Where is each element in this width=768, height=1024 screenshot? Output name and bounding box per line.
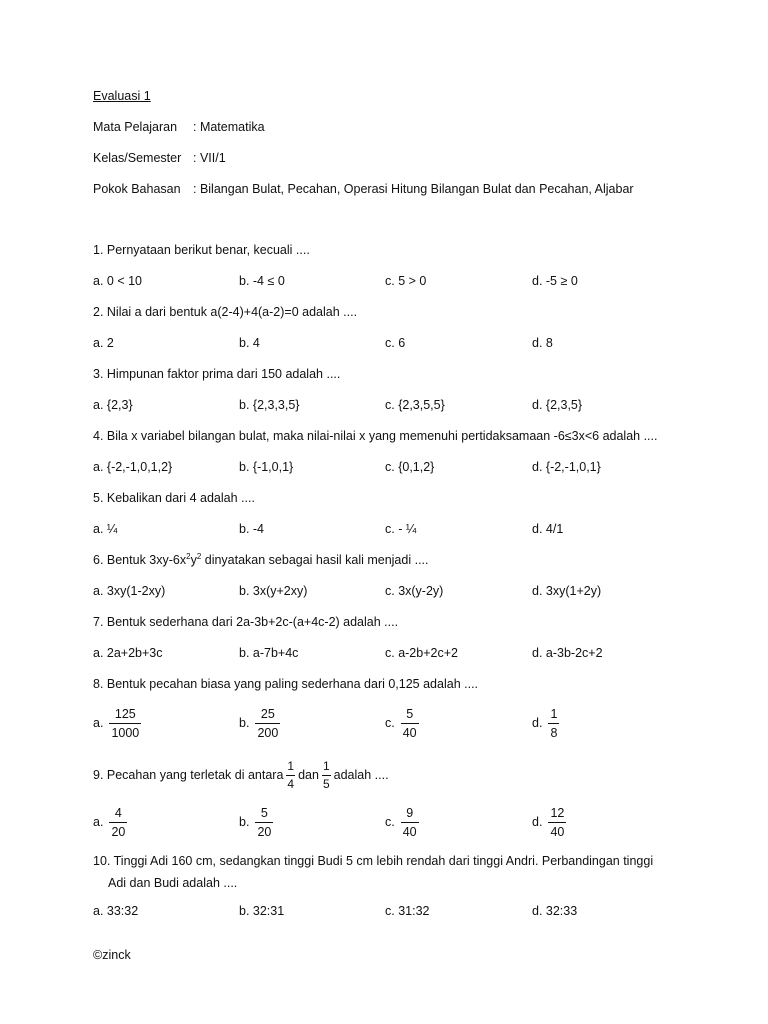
option-letter: c.: [385, 716, 395, 730]
option-letter: d.: [532, 815, 543, 829]
option-letter: a.: [93, 716, 104, 730]
fraction: [401, 806, 419, 839]
option-c: [385, 802, 419, 842]
options-7: [93, 645, 753, 661]
numerator: 4: [114, 805, 122, 820]
question-10-line2: Adi dan Budi adalah ....: [108, 876, 238, 890]
question-6: [93, 552, 428, 568]
numerator: 5: [260, 805, 268, 820]
meta-value: : Bilangan Bulat, Pecahan, Operasi Hitung Bilangan Bulat dan Pecahan, Aljabar: [193, 182, 634, 196]
option-c: c. - ¼: [385, 522, 417, 536]
denominator: 1000: [109, 723, 141, 740]
denominator: 40: [401, 822, 419, 839]
option-letter: c.: [385, 815, 395, 829]
question-2: 2. Nilai a dari bentuk a(2-4)+4(a-2)=0 adalah ....: [93, 305, 358, 319]
option-a: [93, 802, 127, 842]
numerator: 5: [406, 706, 414, 721]
options-9: [93, 802, 753, 842]
denominator: 8: [548, 723, 559, 740]
denominator: 200: [255, 723, 280, 740]
option-d: [532, 703, 559, 743]
numerator: 1: [287, 759, 295, 774]
fraction: [109, 806, 127, 839]
fraction: [322, 760, 331, 791]
numerator: 12: [550, 805, 565, 820]
question-10-line1: 10. Tinggi Adi 160 cm, sedangkan tinggi Budi 5 cm lebih rendah dari tinggi Andri. Perbandingan tinggi: [93, 854, 654, 868]
meta-label: Kelas/Semester: [93, 151, 182, 165]
fraction: [286, 760, 295, 791]
option-a: a. {2,3}: [93, 398, 133, 412]
option-b: b. 32:31: [239, 904, 285, 918]
option-b: b. a-7b+4c: [239, 646, 299, 660]
option-d: d. 8: [532, 336, 553, 350]
option-c: c. a-2b+2c+2: [385, 646, 458, 660]
numerator: 1: [550, 706, 558, 721]
meta-value: : VII/1: [193, 151, 226, 165]
question-7: 7. Bentuk sederhana dari 2a-3b+2c-(a+4c-2) adalah ....: [93, 615, 399, 629]
option-d: d. {-2,-1,0,1}: [532, 460, 601, 474]
option-d: d. {2,3,5}: [532, 398, 583, 412]
numerator: 25: [260, 706, 275, 721]
meta-label: Mata Pelajaran: [93, 120, 178, 134]
option-d: d. 3xy(1+2y): [532, 584, 602, 598]
question-8: 8. Bentuk pecahan biasa yang paling sederhana dari 0,125 adalah ....: [93, 677, 479, 691]
denominator: 5: [322, 777, 330, 792]
option-b: b. 4: [239, 336, 260, 350]
question-text: dinyatakan sebagai hasil kali menjadi ....: [201, 553, 429, 567]
option-letter: d.: [532, 716, 543, 730]
option-a: a. 3xy(1-2xy): [93, 584, 166, 598]
question-text: adalah ....: [333, 768, 389, 782]
numerator: 125: [114, 706, 136, 721]
option-a: a. {-2,-1,0,1,2}: [93, 460, 173, 474]
superscript: 2: [196, 551, 202, 561]
option-d: d. 4/1: [532, 522, 564, 536]
question-4: 4. Bila x variabel bilangan bulat, maka nilai-nilai x yang memenuhi pertidaksamaan -6≤3x<6 adalah ....: [93, 429, 658, 443]
option-letter: a.: [93, 815, 104, 829]
meta-value: : Matematika: [193, 120, 265, 134]
options-3: [93, 397, 753, 413]
option-b: b. 3x(y+2xy): [239, 584, 308, 598]
denominator: 40: [548, 822, 566, 839]
option-d: d. 32:33: [532, 904, 578, 918]
options-2: [93, 335, 753, 351]
fraction: [401, 707, 419, 740]
option-c: c. {0,1,2}: [385, 460, 435, 474]
denominator: 20: [255, 822, 273, 839]
option-a: a. 2: [93, 336, 114, 350]
denominator: 40: [401, 723, 419, 740]
option-c: [385, 703, 419, 743]
meta-topic: [93, 181, 634, 197]
document-title: Evaluasi 1: [93, 89, 151, 103]
option-a: a. ¼: [93, 522, 118, 536]
question-text: 9. Pecahan yang terletak di antara: [93, 768, 284, 782]
fraction: [255, 806, 273, 839]
option-letter: b.: [239, 716, 250, 730]
meta-subject: [93, 119, 265, 135]
option-a: [93, 703, 141, 743]
option-letter: b.: [239, 815, 250, 829]
option-b: b. {-1,0,1}: [239, 460, 294, 474]
fraction: [109, 707, 141, 740]
options-8: [93, 703, 753, 743]
option-b: b. -4 ≤ 0: [239, 274, 285, 288]
question-text: dan: [298, 768, 319, 782]
option-b: [239, 802, 273, 842]
option-c: c. {2,3,5,5}: [385, 398, 445, 412]
question-1: 1. Pernyataan berikut benar, kecuali ....: [93, 243, 310, 257]
option-d: d. a-3b-2c+2: [532, 646, 603, 660]
options-4: [93, 459, 753, 475]
superscript: 2: [186, 551, 191, 561]
numerator: 1: [322, 759, 330, 774]
question-text: y: [190, 553, 197, 567]
footer-copyright: ©zinck: [93, 948, 131, 962]
meta-class: [93, 150, 226, 166]
option-c: c. 3x(y-2y): [385, 584, 444, 598]
fraction: [548, 707, 559, 740]
option-a: a. 0 < 10: [93, 274, 142, 288]
option-b: b. {2,3,3,5}: [239, 398, 300, 412]
question-text: 6. Bentuk 3xy-6x: [93, 553, 187, 567]
numerator: 9: [406, 805, 414, 820]
options-10: [93, 903, 753, 919]
fraction: [548, 806, 566, 839]
option-a: a. 2a+2b+3c: [93, 646, 163, 660]
option-b: [239, 703, 280, 743]
question-3: 3. Himpunan faktor prima dari 150 adalah ....: [93, 367, 341, 381]
option-b: b. -4: [239, 522, 265, 536]
option-c: c. 6: [385, 336, 406, 350]
question-9: [93, 757, 389, 793]
option-c: c. 5 > 0: [385, 274, 427, 288]
denominator: 20: [109, 822, 127, 839]
option-c: c. 31:32: [385, 904, 430, 918]
options-6: [93, 583, 753, 599]
option-d: [532, 802, 566, 842]
option-a: a. 33:32: [93, 904, 139, 918]
meta-label: Pokok Bahasan: [93, 182, 181, 196]
options-1: [93, 273, 753, 289]
option-d: d. -5 ≥ 0: [532, 274, 578, 288]
options-5: [93, 521, 753, 537]
question-5: 5. Kebalikan dari 4 adalah ....: [93, 491, 255, 505]
denominator: 4: [287, 777, 295, 792]
fraction: [255, 707, 280, 740]
